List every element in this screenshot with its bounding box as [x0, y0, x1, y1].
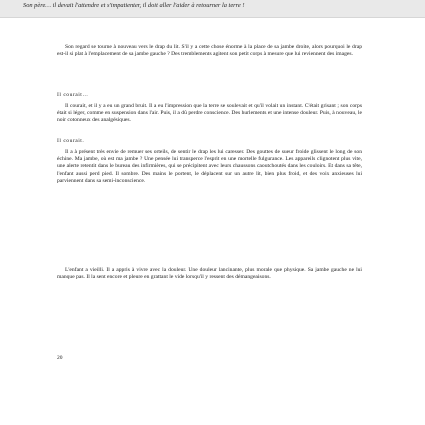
- document-page: [0, 18, 425, 425]
- paragraph-2: Il courait, et il y a eu un grand bruit. Il a eu l'impression que la terre se soulevait et qu'il volait un instant. C'était grisant ; son corps était si léger, comme en suspension dans l'air. Puis, il a dû perdre conscience. Des hurlements et une intense douleur. Puis, à nouveau, le noir cotonneux des analgésiques.: [57, 103, 362, 124]
- section-mark-2: Il courait.: [57, 138, 85, 144]
- header-text: Son père… il devait l'attendre et s'impatienter, il doit aller l'aider à retourner la terre !: [23, 2, 245, 9]
- page-number: 20: [57, 355, 63, 361]
- section-mark-1: Il courait…: [57, 92, 89, 98]
- paragraph-4: L'enfant a vieilli. Il a appris à vivre avec la douleur. Une douleur lancinante, plus morale que physique. Sa jambe gauche ne lui manque pas. Il la sent encore et pleure en grattant le vide lorsqu'il y ressent des démangeaisons.: [57, 267, 362, 281]
- running-header: [0, 0, 425, 18]
- paragraph-1: Son regard se tourne à nouveau vers le drap du lit. S'il y a cette chose énorme à la place de sa jambe droite, alors pourquoi le drap est-il si plat à l'emplacement de sa jambe gauche ? Des tremblements agitent son petit corps à mesure que lui reviennent des images.: [57, 44, 362, 58]
- paragraph-3: Il a à présent très envie de remuer ses orteils, de sentir le drap les lui caresser. Des gouttes de sueur froide glissent le long de son échine. Ma jambe, où est ma jambe ? Une pensée lui transperce l'esprit en une mortelle fulgurance. Les appareils clignotent plus vite, une alerte retentit dans le bureau des infirmières, qui se précipitent avec leurs chaussons caoutchoutés dans les couloirs. Et dans sa tête, l'enfant aussi perd pied. Il sombre. Des mains le portent, le déplacent sur un autre lit, bien plus froid, et des voix anxieuses lui parviennent dans sa semi-inconscience.: [57, 149, 362, 184]
